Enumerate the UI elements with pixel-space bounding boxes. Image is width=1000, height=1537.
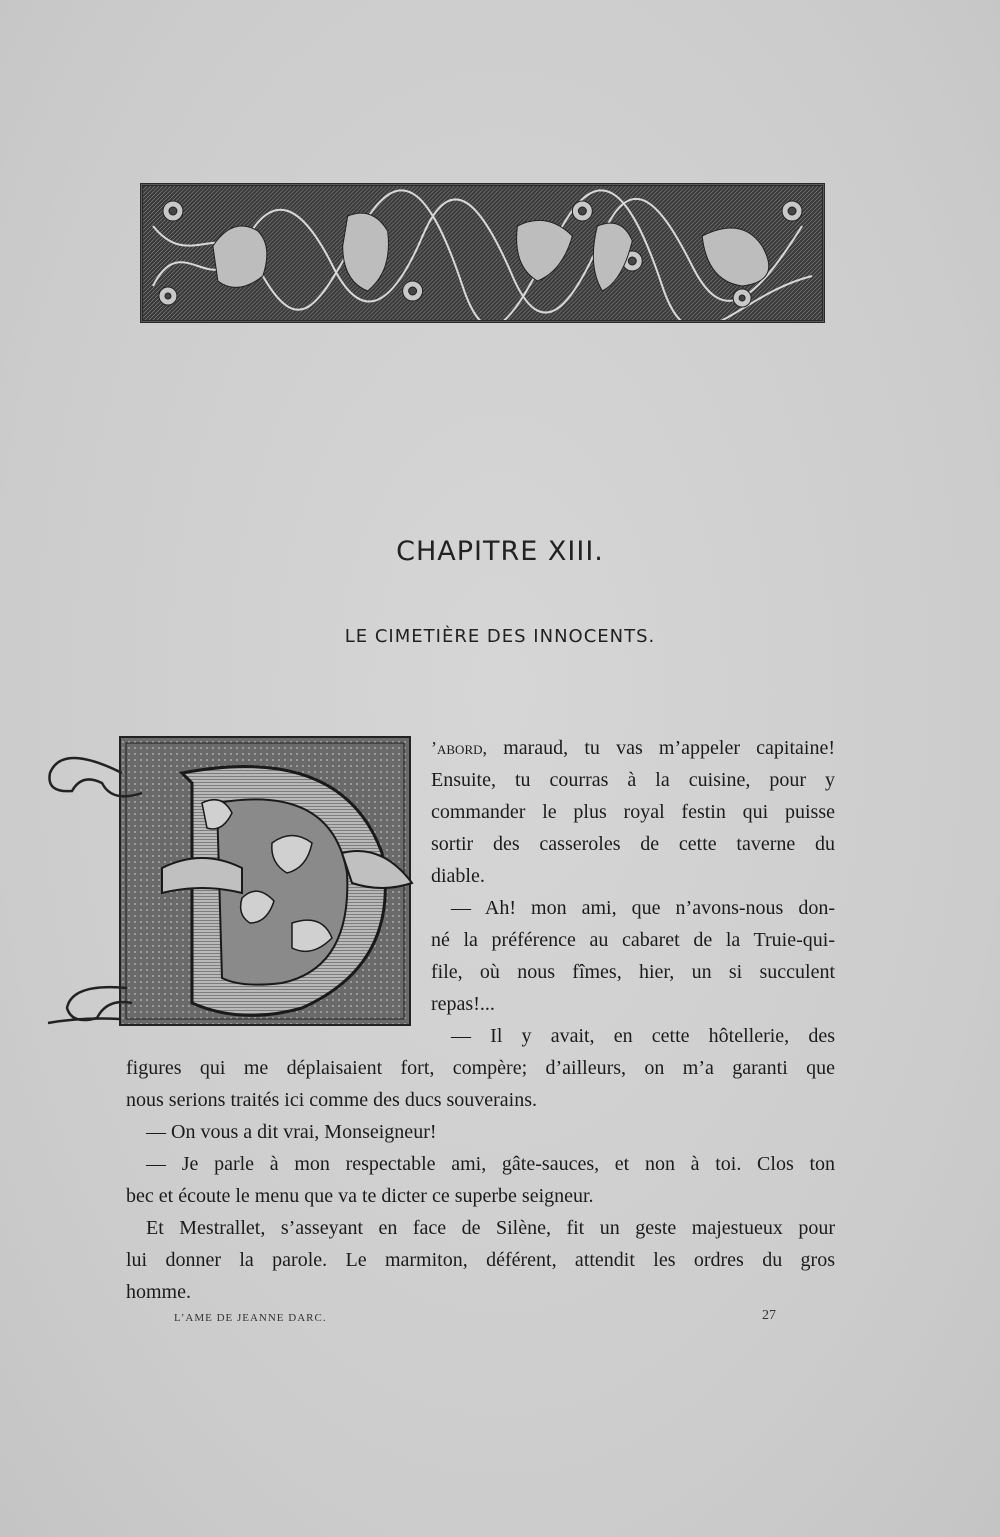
ornamental-banner xyxy=(140,183,825,323)
illuminated-initial-d-image xyxy=(42,733,414,1029)
page-number: 27 xyxy=(762,1308,776,1323)
paragraph-6 xyxy=(126,1212,835,1308)
text-line: sortir des casseroles de cette taverne du xyxy=(431,833,835,855)
chapter-title: CHAPITRE XIII. xyxy=(396,536,604,567)
text-line: Et Mestrallet, s’asseyant en face de Silène, fit un geste majestueux pour xyxy=(146,1217,835,1239)
text-line: — Je parle à mon respectable ami, gâte-sauces, et non à toi. Clos ton xyxy=(146,1153,835,1175)
illuminated-initial xyxy=(42,733,414,1029)
paragraph-2 xyxy=(431,892,835,1020)
text-line: file, où nous fîmes, hier, un si succulent xyxy=(431,961,835,983)
text-line: lui donner la parole. Le marmiton, déférent, attendit les ordres du gros xyxy=(126,1249,835,1271)
text-line: figures qui me déplaisaient fort, compère; d’ailleurs, on m’a garanti que xyxy=(126,1057,835,1079)
text-line: ’abord, maraud, tu vas m’appeler capitaine! xyxy=(431,737,835,759)
banner-engraving xyxy=(143,186,822,320)
smallcaps-word: ’abord, xyxy=(431,738,488,758)
paragraph-3-first-line xyxy=(451,1020,835,1052)
text-line: né la préférence au cabaret de la Truie-qui- xyxy=(431,929,835,951)
running-title: L’AME DE JEANNE DARC. xyxy=(174,1312,327,1324)
text-line: nous serions traités ici comme des ducs souverains. xyxy=(126,1089,538,1111)
text-line: Ensuite, tu courras à la cuisine, pour y xyxy=(431,769,835,791)
text-line: bec et écoute le menu que va te dicter ce superbe seigneur. xyxy=(126,1185,594,1207)
paragraph-3 xyxy=(126,1052,835,1116)
text-line: — Ah! mon ami, que n’avons-nous don- xyxy=(451,897,835,919)
paragraph-4 xyxy=(146,1116,835,1148)
text-line: diable. xyxy=(431,865,485,887)
paragraph-5 xyxy=(126,1148,835,1212)
text-line: — Il y avait, en cette hôtellerie, des xyxy=(451,1025,835,1047)
paragraph-1 xyxy=(431,732,835,892)
text-line: repas!... xyxy=(431,993,495,1015)
text-line: homme. xyxy=(126,1281,191,1303)
chapter-subtitle: LE CIMETIÈRE DES INNOCENTS. xyxy=(344,626,656,647)
text-line: — On vous a dit vrai, Monseigneur! xyxy=(146,1121,437,1143)
text-line: commander le plus royal festin qui puisse xyxy=(431,801,835,823)
